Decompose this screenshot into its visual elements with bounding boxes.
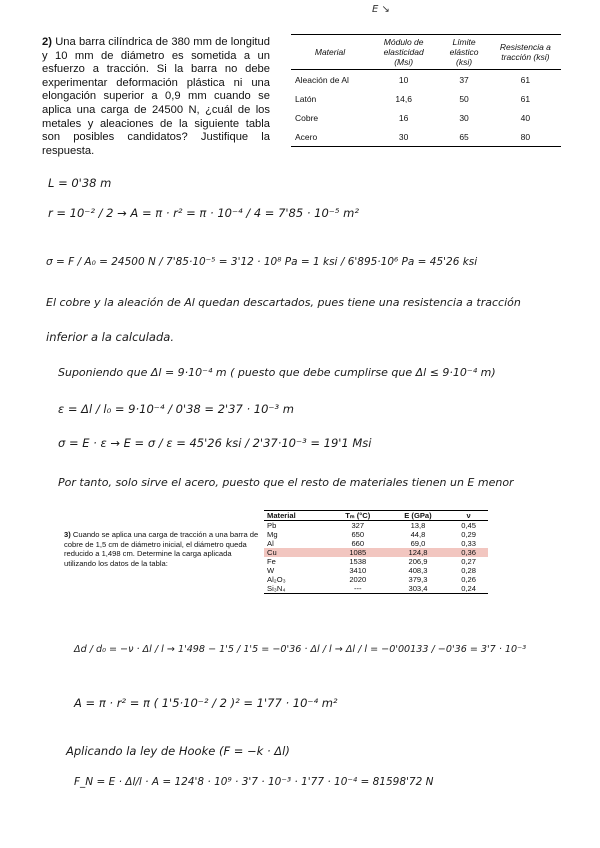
table-row (291, 108, 561, 127)
handwritten-line: Suponiendo que Δl = 9·10⁻⁴ m ( puesto que debe cumplirse que Δl ≤ 9·10⁻⁴ m) (58, 366, 496, 379)
table1-header: Material (291, 35, 369, 70)
handwritten-line: Por tanto, solo sirve el acero, puesto que el resto de materiales tienen un E menor (58, 476, 514, 489)
table1-header: Módulo de elasticidad (Msi) (369, 35, 438, 70)
table-cell: Pb (267, 521, 277, 530)
problem-3-statement (64, 530, 260, 568)
table-cell: Mg (267, 530, 278, 539)
table-cell: 50 (459, 93, 469, 104)
table-cell: 0,24 (449, 584, 488, 594)
materials-table (291, 34, 561, 147)
table1-header: Resistencia a tracción (ksi) (490, 35, 561, 70)
table-cell: 0,28 (461, 566, 476, 575)
table-cell: 13,8 (410, 521, 426, 530)
problem-2-statement (42, 36, 270, 158)
table-cell: 37 (459, 74, 469, 85)
table-cell: 1538 (349, 557, 367, 566)
table-cell: 40 (520, 112, 531, 123)
table-cell: 0,33 (461, 539, 476, 548)
table2-header: E (GPa) (387, 511, 449, 521)
table-row (264, 584, 488, 594)
table-row (264, 557, 488, 566)
properties-table (264, 510, 488, 594)
table-cell: 80 (490, 127, 561, 147)
problem-3-text: Cuando se aplica una carga de tracción a una barra de cobre de 1,5 cm de diámetro inicial, el diámetro queda reducido a 1,498 cm. Determine la carga aplicada utilizando los datos de la tabla: (64, 530, 259, 568)
table-row (291, 70, 561, 90)
table-cell: 65 (438, 127, 489, 147)
problem-2-text: Una barra cilíndrica de 380 mm de longitud y 10 mm de diámetro es sometida a un esfuerzo a tracción. Si la barra no debe experimentar deformación plástica ni una elongación superior a 0,9 mm cuando se aplica una carga de 24500 N, ¿cuál de los metales y aleaciones de la siguiente tabla son posibles candidatos? Justifique la respuesta. (42, 36, 270, 157)
table-cell: 44,8 (410, 530, 426, 539)
table-row (291, 127, 561, 147)
table-cell: 0,27 (461, 557, 476, 566)
table-cell: Si₃N₄ (264, 584, 329, 594)
table-row (264, 521, 488, 531)
handwritten-line: ε = Δl / l₀ = 9·10⁻⁴ / 0'38 = 2'37 · 10⁻³ m (58, 402, 294, 416)
table-cell: Fe (267, 557, 276, 566)
handwritten-line: El cobre y la aleación de Al quedan descartados, pues tiene una resistencia a tracción (46, 296, 521, 309)
table-cell: --- (329, 584, 387, 594)
table-cell: 61 (520, 93, 531, 104)
table-cell: 30 (459, 112, 469, 123)
handwritten-line: inferior a la calculada. (46, 330, 174, 344)
table-cell: Latón (295, 93, 317, 104)
problem-2-number: 2) (42, 36, 52, 48)
handwritten-line: σ = E · ε → E = σ / ε = 45'26 ksi / 2'37·10⁻³ = 19'1 Msi (58, 436, 372, 450)
table-row (291, 89, 561, 108)
table-cell: 408,3 (408, 566, 428, 575)
table-cell: 327 (351, 521, 365, 530)
table-row-highlighted (264, 548, 488, 557)
table-cell: 16 (398, 112, 409, 123)
table-cell: Al (267, 539, 274, 548)
table-cell: 0,26 (461, 575, 476, 584)
table-row (264, 575, 488, 584)
table-cell: Cobre (295, 112, 319, 123)
table-row (264, 566, 488, 575)
table-cell: 30 (369, 127, 438, 147)
table-cell: 61 (520, 74, 531, 85)
table2-header: Tₘ (°C) (329, 511, 387, 521)
handwritten-line: σ = F / A₀ = 24500 N / 7'85·10⁻⁵ = 3'12 · 10⁸ Pa = 1 ksi / 6'895·10⁶ Pa = 45'26 ksi (46, 256, 478, 268)
handwritten-line: r = 10⁻² / 2 → A = π · r² = π · 10⁻⁴ / 4 = 7'85 · 10⁻⁵ m² (48, 206, 359, 220)
table-row (264, 530, 488, 539)
table1-header: Límite elástico (ksi) (438, 35, 489, 70)
handwritten-annotation: E ↘ (372, 4, 390, 15)
handwritten-line: Δd / d₀ = −ν · Δl / l → 1'498 − 1'5 / 1'5 = −0'36 · Δl / l → Δl / l = −0'00133 / −0'36 = 3'7 · 10⁻³ (74, 644, 527, 655)
table-cell: 3410 (349, 566, 367, 575)
table-cell: 69,0 (410, 539, 426, 548)
handwritten-line: L = 0'38 m (48, 176, 112, 190)
table-cell: 0,45 (461, 521, 476, 530)
handwritten-line: F_N = E · Δl/l · A = 124'8 · 10⁹ · 3'7 · 10⁻³ · 1'77 · 10⁻⁴ = 81598'72 N (74, 776, 434, 788)
table-cell: Acero (291, 127, 369, 147)
table-cell: 303,4 (387, 584, 449, 594)
table-cell: 2020 (349, 575, 367, 584)
table-cell: 1085 (329, 548, 387, 557)
table2-header: Material (264, 511, 329, 521)
handwritten-line: Aplicando la ley de Hooke (F = −k · Δl) (66, 744, 290, 758)
table-cell: Al₂O₃ (267, 575, 286, 584)
table-cell: W (267, 566, 275, 575)
table-cell: 660 (351, 539, 365, 548)
table-cell: 650 (351, 530, 365, 539)
table-row (264, 539, 488, 548)
handwritten-line: A = π · r² = π ( 1'5·10⁻² / 2 )² = 1'77 · 10⁻⁴ m² (74, 696, 338, 710)
table2-header: ν (449, 511, 488, 521)
table-cell: 0,36 (449, 548, 488, 557)
table-cell: 10 (398, 74, 409, 85)
table-cell: 206,9 (408, 557, 428, 566)
table-cell: 0,29 (461, 530, 476, 539)
table-cell: 124,8 (387, 548, 449, 557)
table-cell: 379,3 (408, 575, 428, 584)
table-cell: Aleación de Al (295, 74, 349, 85)
problem-3-number: 3) (64, 530, 71, 539)
table-cell: 14,6 (395, 93, 412, 104)
table-cell: Cu (264, 548, 329, 557)
